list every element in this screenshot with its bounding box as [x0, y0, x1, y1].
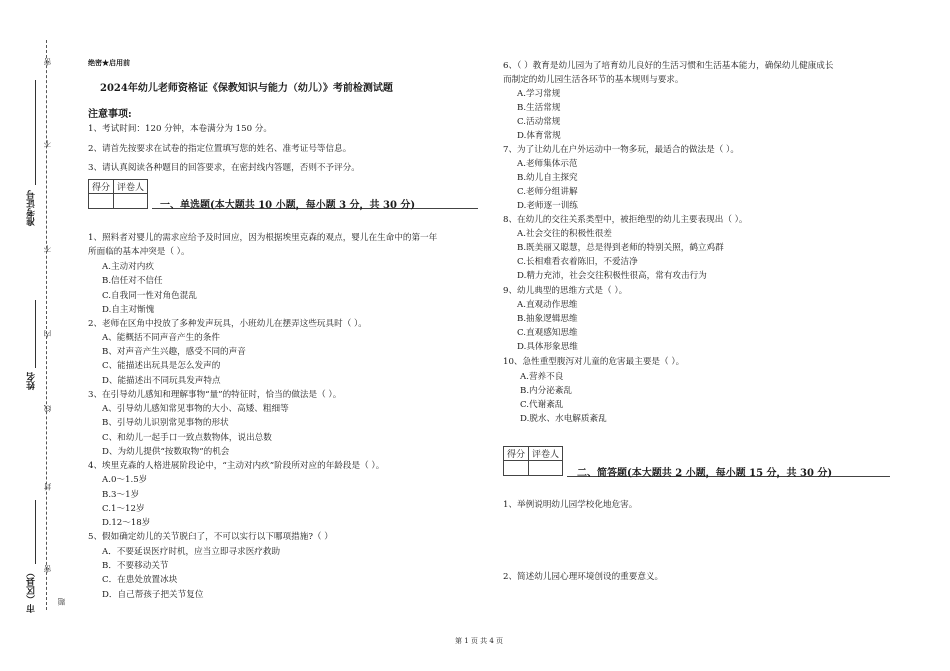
cut-line-char: 不 [43, 140, 52, 148]
option: D.自主对惭愧 [102, 305, 155, 315]
grader-cell[interactable] [114, 194, 148, 209]
option: B.抽象逻辑思维 [517, 314, 578, 324]
question-stem: 4、埃里克森的人格进展阶段论中，“主动对内疚”阶段所对应的年龄段是（ ）。 [88, 461, 385, 471]
option: C.代谢紊乱 [520, 400, 564, 410]
zone-line [35, 500, 36, 564]
name-line [35, 300, 36, 368]
option: A、能概括不同声音产生的条件 [102, 333, 220, 343]
section2-title: 二、简答题(本大题共 2 小题，每小题 15 分，共 30 分) [577, 468, 833, 479]
secret-label: 绝密★启用前 [88, 58, 130, 67]
short-answer-question: 1、举例说明幼儿园学校化地危害。 [503, 500, 638, 510]
exam-id-line [35, 80, 36, 185]
note-item: 3、请认真阅读各种题目的回答要求，在密封线内答题，否则不予评分。 [88, 163, 360, 173]
question-stem: 9、幼儿典型的思维方式是（ ）。 [503, 286, 628, 296]
option: C.直观感知思维 [517, 328, 578, 338]
option: B.内分泌紊乱 [520, 386, 573, 396]
score-box [503, 446, 563, 476]
option: D.精力充沛，社会交往积极性很高，常有攻击行为 [517, 271, 707, 281]
option: B.3～1岁 [102, 490, 140, 500]
option: B、对声音产生兴趣，感受不同的声音 [102, 347, 246, 357]
option: A.社会交往的积极性很差 [517, 229, 612, 239]
cut-line [46, 40, 47, 610]
cut-line-char: 线 [43, 405, 52, 413]
option: C.长相难看衣着陈旧，不爱洁净 [517, 257, 638, 267]
option: A.直观动作思维 [517, 300, 578, 310]
cut-line-char: 密 [43, 565, 52, 573]
cut-line-char: 不 [43, 245, 52, 253]
paper-title: 2024年幼儿老师资格证《保教知识与能力（幼儿）》考前检测试题 [100, 83, 393, 94]
option: C.自我同一性对角色混乱 [102, 291, 197, 301]
section1-title: 一、单选题(本大题共 10 小题，每小题 3 分，共 30 分) [160, 200, 416, 211]
question-stem: 7、为了让幼儿在户外运动中一物多玩，最适合的做法是（ ）。 [503, 145, 739, 155]
cut-line-char: 题 [57, 598, 66, 606]
zone-label: 市（区县） [27, 568, 37, 613]
note-item: 2、请首先按要求在试卷的指定位置填写您的姓名、准考证号等信息。 [88, 144, 352, 154]
option: C、能描述出玩具是怎么发声的 [102, 361, 221, 371]
option: A.主动对内疚 [102, 262, 154, 272]
option: A．不要延误医疗时机，应当立即寻求医疗救助 [102, 547, 281, 557]
option: A.学习常规 [517, 89, 561, 99]
short-answer-question: 2、简述幼儿园心理环境创设的重要意义。 [503, 572, 664, 582]
grader-label: 评卷人 [529, 447, 563, 461]
option: D.12～18岁 [102, 518, 151, 528]
question-stem: 6、（ ）教育是幼儿园为了培育幼儿良好的生活习惯和生活基本能力，确保幼儿健康成长 [503, 61, 834, 71]
question-stem: 3、在引导幼儿感知和理解事物“量”的特征时，恰当的做法是（ ）。 [88, 390, 342, 400]
question-stem: 而制定的幼儿园生活各环节的基本规则与要求。 [503, 75, 684, 85]
page-number: 第 1 页 共 4 页 [455, 637, 504, 645]
option: D、为幼儿提供“按数取物”的机会 [102, 447, 230, 457]
option: A.0～1.5岁 [102, 475, 148, 485]
option: A、引导幼儿感知常见事物的大小、高矮、粗细等 [102, 404, 289, 414]
option: A.营养不良 [520, 372, 564, 382]
option: B.幼儿自主探究 [517, 173, 578, 183]
option: D．自己帮孩子把关节复位 [102, 590, 204, 600]
option: B．不要移动关节 [102, 561, 169, 571]
option: D.具体形象思维 [517, 342, 578, 352]
question-stem: 所面临的基本冲突是（ ）。 [88, 247, 190, 257]
name-label: 姓名 [27, 372, 37, 390]
question-stem: 2、老师在区角中投放了多种发声玩具，小班幼儿在摆弄这些玩具时（ ）。 [88, 319, 367, 329]
exam-id-label: 准考证号 [27, 190, 37, 226]
option: B.既美丽又聪慧，总是得到老师的特别关照，鹤立鸡群 [517, 243, 724, 253]
option: C.1～12岁 [102, 504, 145, 514]
option: A.老师集体示范 [517, 159, 578, 169]
option: C、和幼儿一起手口一致点数物体，说出总数 [102, 433, 272, 443]
score-label: 得分 [89, 180, 114, 194]
grader-cell[interactable] [529, 461, 563, 476]
question-stem: 8、在幼儿的交往关系类型中，被拒绝型的幼儿主要表现出（ ）。 [503, 215, 748, 225]
option: D.脱水、水电解质紊乱 [520, 414, 607, 424]
option: B、引导幼儿识别常见事物的形状 [102, 418, 229, 428]
score-cell[interactable] [89, 194, 114, 209]
cut-line-char: 密 [43, 58, 52, 66]
score-cell[interactable] [504, 461, 529, 476]
option: B.生活常规 [517, 103, 561, 113]
option: D.老师逐一训练 [517, 201, 578, 211]
option: C.活动常规 [517, 117, 561, 127]
option: C．在患处放置冰块 [102, 575, 178, 585]
binding-margin [0, 0, 66, 671]
notes-heading: 注意事项: [88, 109, 132, 120]
grader-label: 评卷人 [114, 180, 148, 194]
option: C.老师分组讲解 [517, 187, 578, 197]
cut-line-char: 封 [43, 483, 52, 491]
question-stem: 5、假如确定幼儿的关节脱臼了，不可以实行以下哪项措施?（ ） [88, 532, 333, 542]
option: D.体育常规 [517, 131, 561, 141]
option: D、能描述出不同玩具发声特点 [102, 376, 221, 386]
question-stem: 10、急性重型腹泻对儿童的危害最主要是（ ）。 [503, 357, 685, 367]
note-item: 1、考试时间：120 分钟，本卷满分为 150 分。 [88, 124, 272, 134]
option: B.信任对不信任 [102, 276, 163, 286]
score-box [88, 179, 148, 209]
cut-line-char: 内 [43, 330, 52, 338]
question-stem: 1、照料者对婴儿的需求应给予及时回应，因为根据埃里克森的观点，婴儿在生命中的第一年 [88, 233, 438, 243]
score-label: 得分 [504, 447, 529, 461]
